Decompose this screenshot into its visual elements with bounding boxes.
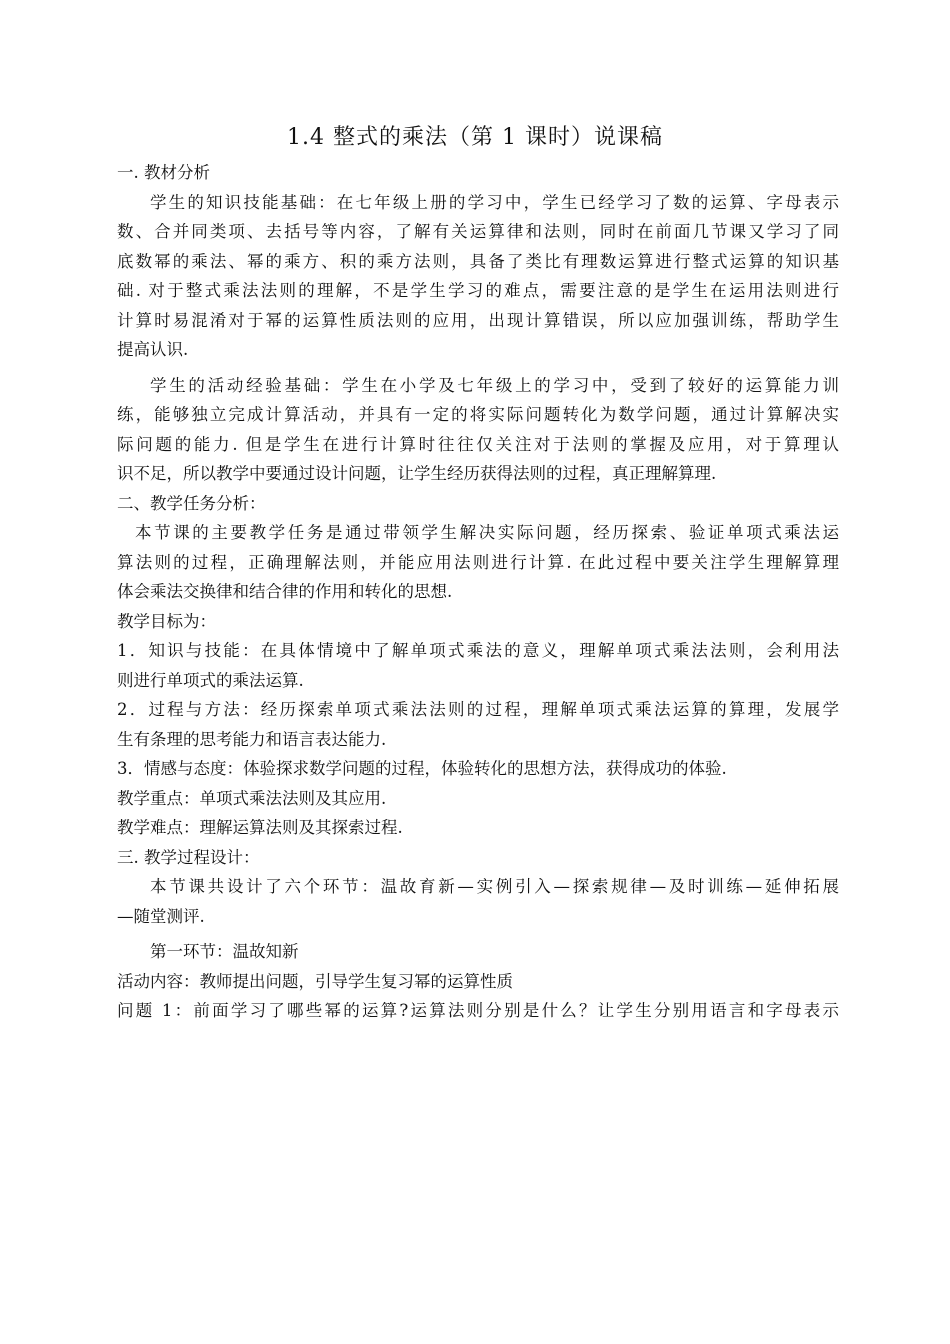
- paragraph-line: 数、合并同类项、去括号等内容，了解有关运算律和法则，同时在前面几节课又学习了同: [117, 222, 839, 241]
- paragraph-line: 活动内容：教师提出问题，引导学生复习幂的运算性质: [117, 971, 513, 991]
- paragraph-line: 练，能够独立完成计算活动，并具有一定的将实际问题转化为数学问题，通过计算解决实: [117, 405, 839, 424]
- paragraph-line: 问题 1：前面学习了哪些幂的运算?运算法则分别是什么？让学生分别用语言和字母表示: [117, 1001, 839, 1020]
- list-item: 2．过程与方法：经历探索单项式乘法法则的过程，理解单项式乘法运算的算理，发展学: [117, 700, 839, 719]
- paragraph-line: 础. 对于整式乘法法则的理解，不是学生学习的难点，需要注意的是学生在运用法则进行: [117, 281, 839, 300]
- paragraph-line: 底数幂的乘法、幂的乘方、积的乘方法则，具备了类比有理数运算进行整式运算的知识基: [117, 251, 839, 271]
- paragraph-line: 提高认识.: [117, 340, 189, 359]
- subheading: 教学目标为：: [117, 611, 216, 631]
- paragraph-line: 算法则的过程，正确理解法则，并能应用法则进行计算. 在此过程中要关注学生理解算理: [117, 552, 839, 572]
- section-heading: 一. 教材分析: [117, 163, 210, 182]
- list-item-continued: 则进行单项式的乘法运算.: [117, 670, 304, 690]
- key-point: 教学重点：单项式乘法法则及其应用.: [117, 788, 387, 808]
- paragraph-line: 际问题的能力. 但是学生在进行计算时往往仅关注对于法则的掌握及应用，对于算理认: [117, 434, 839, 454]
- section-heading: 三. 教学过程设计：: [117, 847, 260, 867]
- paragraph-line: 本节课的主要教学任务是通过带领学生解决实际问题，经历探索、验证单项式乘法运: [135, 523, 839, 542]
- list-item-continued: 生有条理的思考能力和语言表达能力.: [117, 729, 387, 749]
- document-title: 1.4 整式的乘法（第 1 课时）说课稿: [287, 125, 663, 150]
- document-body: [117, 158, 839, 1026]
- difficult-point: 教学难点：理解运算法则及其探索过程.: [117, 818, 403, 837]
- paragraph-line: 计算时易混淆对于幂的运算性质法则的应用，出现计算错误，所以应加强训练，帮助学生: [117, 310, 839, 330]
- paragraph-line: 体会乘法交换律和结合律的作用和转化的思想.: [117, 582, 453, 601]
- paragraph-line: 学生的知识技能基础：在七年级上册的学习中，学生已经学习了数的运算、字母表示: [150, 192, 839, 212]
- list-item: 1．知识与技能：在具体情境中了解单项式乘法的意义，理解单项式乘法法则，会利用法: [117, 641, 839, 660]
- section-heading: 二、教学任务分析：: [117, 493, 266, 513]
- paragraph-line: 识不足，所以教学中要通过设计问题，让学生经历获得法则的过程，真正理解算理.: [117, 464, 717, 483]
- paragraph-line: 学生的活动经验基础：学生在小学及七年级上的学习中，受到了较好的运算能力训: [150, 375, 839, 395]
- subheading: 第一环节：温故知新: [150, 942, 299, 961]
- paragraph-line: 本节课共设计了六个环节：温故育新—实例引入—探索规律—及时训练—延伸拓展: [150, 877, 839, 896]
- list-item: 3．情感与态度：体验探求数学问题的过程，体验转化的思想方法，获得成功的体验.: [117, 759, 727, 778]
- paragraph-line: —随堂测评.: [117, 906, 205, 926]
